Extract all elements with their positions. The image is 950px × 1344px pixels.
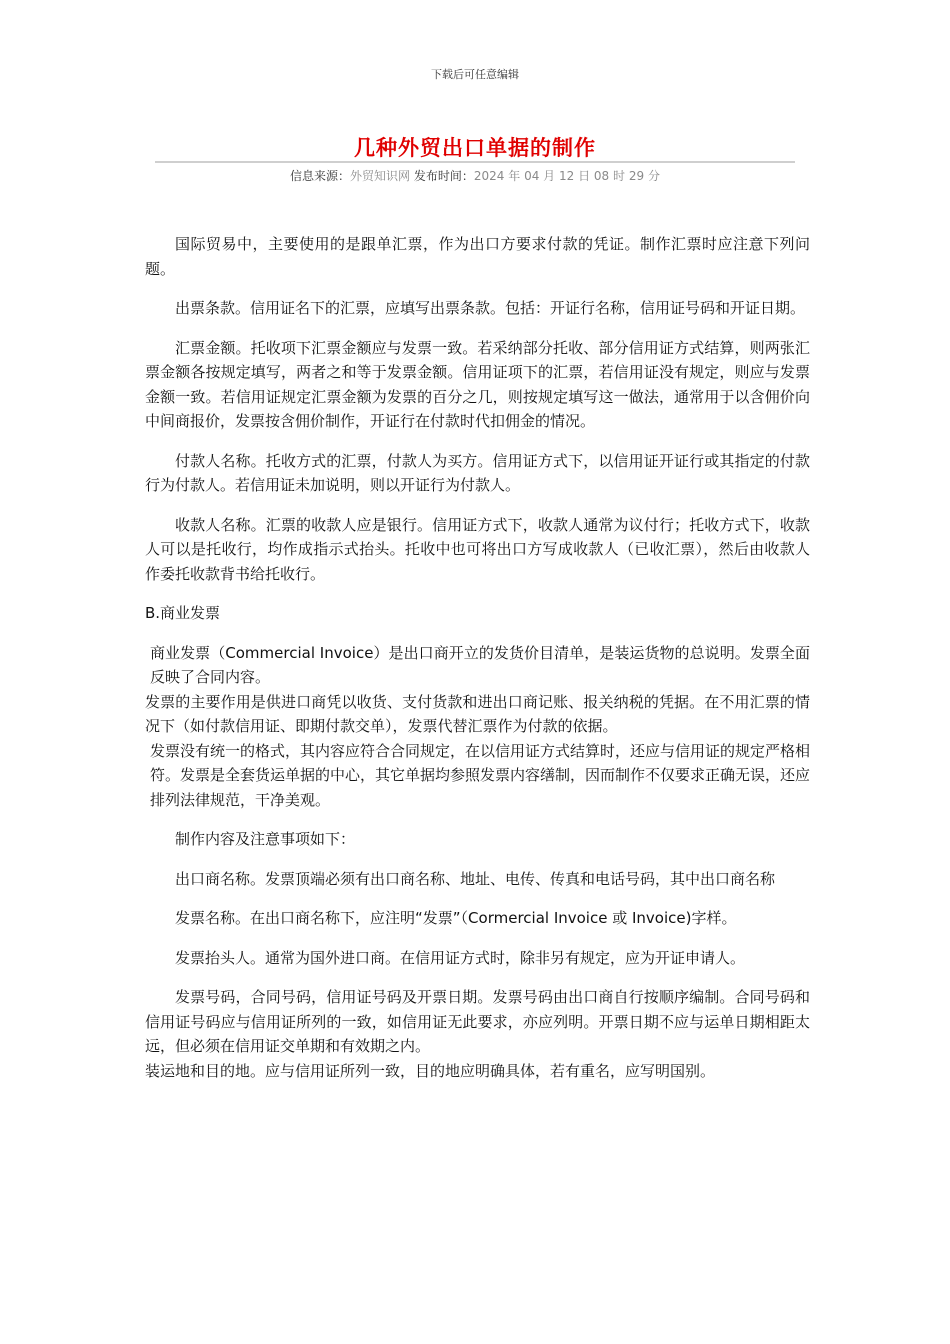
article-body [145,232,810,1098]
paragraph-drawing-clause: 出票条款。信用证名下的汇票，应填写出票条款。包括：开证行名称，信用证号码和开证日期。 [175,299,806,317]
time-day: 12 [559,169,575,183]
paragraph-invoice-definition: 商业发票（Commercial Invoice）是出口商开立的发货价目清单，是装运货物的总说明。发票全面反映了合同内容。 [150,643,810,686]
time-hour: 08 [593,169,610,183]
paragraph-invoice-addressee: 发票抬头人。通常为国外进口商。在信用证方式时，除非另有规定，应为开证申请人。 [175,948,746,967]
time-day-unit: 日 [574,169,594,183]
paragraph-ports: 装运地和目的地。应与信用证所列一致，目的地应明确具体，若有重名，应写明国别。 [145,1061,716,1080]
time-minute: 29 [628,169,645,183]
source-value: 外贸知识网 [350,169,411,183]
paragraph-invoice-purpose: 发票的主要作用是供进口商凭以收货、支付货款和进出口商记账、报关纳税的凭据。在不用汇票的情况下（如付款信用证、即期付款交单），发票代替汇票作为付款的依据。 [145,692,810,735]
time-year-unit: 年 [504,169,525,183]
time-month-unit: 月 [539,169,559,183]
title-divider [155,161,795,163]
paragraph-intro: 国际贸易中，主要使用的是跟单汇票，作为出口方要求付款的凭证。制作汇票时应注意下列问题。 [145,235,810,278]
paragraph-exporter-name: 出口商名称。发票顶端必须有出口商名称、地址、电传、传真和电话号码，其中出口商名称 [175,869,776,888]
paragraph-payee: 收款人名称。汇票的收款人应是银行。信用证方式下，收款人通常为议付行；托收方式下，收款人可以是托收行，均作成指示式抬头。托收中也可将出口方写成收款人（已收汇票），然后由收款人作委托收款背书给托收行。 [145,515,810,583]
time-month: 04 [524,169,540,183]
section-heading-commercial-invoice: B.商业发票 [145,604,221,622]
page-title: 几种外贸出口单据的制作 [354,135,596,160]
time-label: 发布时间： [410,169,474,183]
source-label: 信息来源： [290,169,351,183]
paragraph-invoice-name: 发票名称。在出口商名称下，应注明“发票”（Cormercial Invoice 或 Invoice)字样。 [175,909,737,927]
paragraph-draft-amount: 汇票金额。托收项下汇票金额应与发票一致。若采纳部分托收、部分信用证方式结算，则两张汇票金额各按规定填写，两者之和等于发票金额。信用证项下的汇票，若信用证没有规定，则应与发票金额一致。若信用证规定汇票金额为发票的百分之几，则按规定填写这一做法，通常用于以含佣价向中间商报价，发票按含佣价制作，开证行在付款时代扣佣金的情况。 [145,338,810,430]
paragraph-contents-intro: 制作内容及注意事项如下： [175,830,356,848]
paragraph-invoice-numbers: 发票号码，合同号码，信用证号码及开票日期。发票号码由出口商自行按顺序编制。合同号码和信用证号码应与信用证所列的一致，如信用证无此要求，亦应列明。开票日期不应与运单日期相距太远，但必须在信用证交单期和有效期之内。 [145,988,810,1055]
time-year: 2024 [473,169,505,183]
article-meta [0,167,950,184]
header-note: 下载后可任意编辑 [431,68,519,81]
paragraph-invoice-format: 发票没有统一的格式，其内容应符合合同规定，在以信用证方式结算时，还应与信用证的规定严格相符。发票是全套货运单据的中心，其它单据均参照发票内容缮制，因而制作不仅要求正确无误，还应排列法律规范，干净美观。 [150,741,811,809]
paragraph-drawee: 付款人名称。托收方式的汇票，付款人为买方。信用证方式下，以信用证开证行或其指定的付款行为付款人。若信用证未加说明，则以开证行为付款人。 [145,451,810,494]
time-hour-unit: 时 [609,169,629,183]
time-minute-unit: 分 [644,169,660,183]
